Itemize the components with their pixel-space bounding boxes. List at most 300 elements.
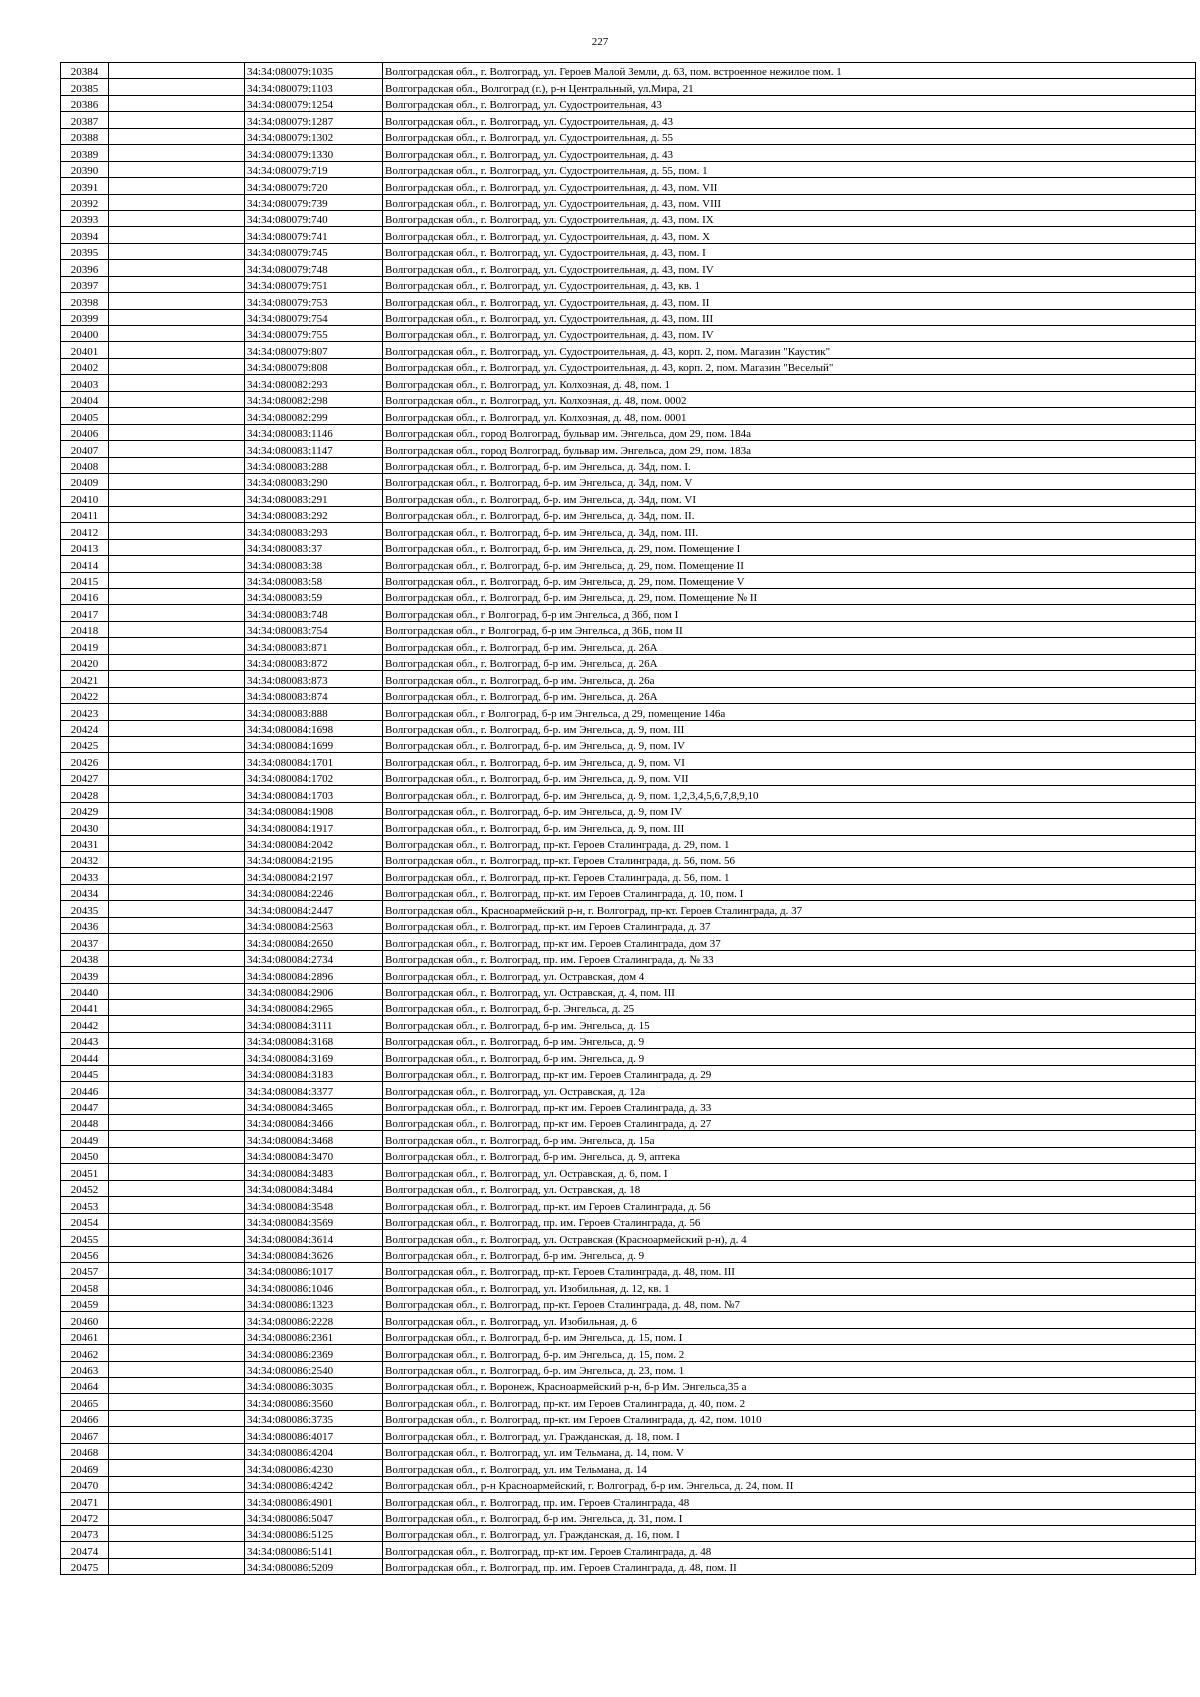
table-row bbox=[61, 1049, 1196, 1065]
row-number: 20426 bbox=[61, 753, 109, 769]
address: Волгоградская обл., г. Волгоград, б-р. им Энгельса, д. 15, пом. I bbox=[383, 1328, 1196, 1344]
row-number: 20462 bbox=[61, 1345, 109, 1361]
row-number: 20454 bbox=[61, 1213, 109, 1229]
address: Волгоградская обл., г. Волгоград, б-р. им Энгельса, д. 34д, пом. II. bbox=[383, 506, 1196, 522]
row-blank bbox=[109, 194, 245, 210]
row-blank bbox=[109, 210, 245, 226]
cadastral-number: 34:34:080082:299 bbox=[245, 408, 383, 424]
cadastral-number: 34:34:080086:2228 bbox=[245, 1312, 383, 1328]
row-number: 20389 bbox=[61, 145, 109, 161]
table-row bbox=[61, 95, 1196, 111]
address: Волгоградская обл., г. Волгоград, б-р. им Энгельса, д. 9, пом. III bbox=[383, 819, 1196, 835]
address: Волгоградская обл., г. Волгоград, ул. Судостроительная, д. 43, кв. 1 bbox=[383, 276, 1196, 292]
row-blank bbox=[109, 786, 245, 802]
cadastral-number: 34:34:080084:3484 bbox=[245, 1180, 383, 1196]
address: Волгоградская обл., Красноармейский р-н, г. Волгоград, пр-кт. Героев Сталинграда, д. 37 bbox=[383, 901, 1196, 917]
address: Волгоградская обл., г. Волгоград, пр-кт. им Героев Сталинграда, д. 56 bbox=[383, 1197, 1196, 1213]
address: Волгоградская обл., г. Волгоград, б-р. им Энгельса, д. 9, пом. VI bbox=[383, 753, 1196, 769]
row-number: 20458 bbox=[61, 1279, 109, 1295]
address: Волгоградская обл., г. Волгоград, ул. Судостроительная, д. 55, пом. 1 bbox=[383, 161, 1196, 177]
row-number: 20410 bbox=[61, 490, 109, 506]
row-blank bbox=[109, 178, 245, 194]
row-number: 20450 bbox=[61, 1147, 109, 1163]
table-row bbox=[61, 556, 1196, 572]
table-row bbox=[61, 1361, 1196, 1377]
table-row bbox=[61, 1164, 1196, 1180]
cadastral-number: 34:34:080086:3560 bbox=[245, 1394, 383, 1410]
address: Волгоградская обл., г. Волгоград, ул. Судостроительная, 43 bbox=[383, 95, 1196, 111]
table-row bbox=[61, 1295, 1196, 1311]
row-blank bbox=[109, 1098, 245, 1114]
table-row bbox=[61, 917, 1196, 933]
address: Волгоградская обл., г. Волгоград, б-р. им Энгельса, д. 9, пом IV bbox=[383, 802, 1196, 818]
table-row bbox=[61, 605, 1196, 621]
cadastral-number: 34:34:080084:3169 bbox=[245, 1049, 383, 1065]
row-blank bbox=[109, 490, 245, 506]
row-blank bbox=[109, 1493, 245, 1509]
address: Волгоградская обл., г. Волгоград, б-р. им Энгельса, д. 29, пом. Помещение V bbox=[383, 572, 1196, 588]
cadastral-number: 34:34:080083:888 bbox=[245, 704, 383, 720]
cadastral-number: 34:34:080079:753 bbox=[245, 293, 383, 309]
table-row bbox=[61, 654, 1196, 670]
address: Волгоградская обл., г. Волгоград, пр-кт им. Героев Сталинграда, д. 29 bbox=[383, 1065, 1196, 1081]
row-number: 20397 bbox=[61, 276, 109, 292]
cadastral-number: 34:34:080086:1323 bbox=[245, 1295, 383, 1311]
table-row bbox=[61, 112, 1196, 128]
row-blank bbox=[109, 1345, 245, 1361]
table-row bbox=[61, 490, 1196, 506]
table-row bbox=[61, 1493, 1196, 1509]
cadastral-number: 34:34:080084:1699 bbox=[245, 736, 383, 752]
cadastral-number: 34:34:080079:1302 bbox=[245, 128, 383, 144]
cadastral-number: 34:34:080084:3626 bbox=[245, 1246, 383, 1262]
table-row bbox=[61, 63, 1196, 79]
row-number: 20464 bbox=[61, 1378, 109, 1394]
table-row bbox=[61, 1082, 1196, 1098]
row-blank bbox=[109, 1410, 245, 1426]
address: Волгоградская обл., г. Волгоград, ул. Колхозная, д. 48, пом. 1 bbox=[383, 375, 1196, 391]
row-blank bbox=[109, 79, 245, 95]
table-row bbox=[61, 1378, 1196, 1394]
address: Волгоградская обл., г. Волгоград, б-р им. Энгельса, д. 9 bbox=[383, 1246, 1196, 1262]
table-row bbox=[61, 621, 1196, 637]
address: Волгоградская обл., г. Волгоград, б-р им. Энгельса, д. 26А bbox=[383, 638, 1196, 654]
address: Волгоградская обл., г. Воронеж, Красноармейский р-н, б-р Им. Энгельса,35 а bbox=[383, 1378, 1196, 1394]
address: Волгоградская обл., г. Волгоград, ул. Судостроительная, д. 43, пом. II bbox=[383, 293, 1196, 309]
row-number: 20428 bbox=[61, 786, 109, 802]
address: Волгоградская обл., г. Волгоград, ул. им Тельмана, д. 14 bbox=[383, 1460, 1196, 1476]
row-number: 20471 bbox=[61, 1493, 109, 1509]
address: Волгоградская обл., г. Волгоград, пр-кт. Героев Сталинграда, д. 48, пом. III bbox=[383, 1262, 1196, 1278]
address: Волгоградская обл., г. Волгоград, ул. Изобильная, д. 6 bbox=[383, 1312, 1196, 1328]
row-number: 20394 bbox=[61, 227, 109, 243]
cadastral-number: 34:34:080084:3377 bbox=[245, 1082, 383, 1098]
row-number: 20424 bbox=[61, 720, 109, 736]
cadastral-number: 34:34:080086:1046 bbox=[245, 1279, 383, 1295]
cadastral-number: 34:34:080086:2369 bbox=[245, 1345, 383, 1361]
cadastral-number: 34:34:080084:2447 bbox=[245, 901, 383, 917]
row-blank bbox=[109, 654, 245, 670]
row-number: 20449 bbox=[61, 1131, 109, 1147]
row-number: 20393 bbox=[61, 210, 109, 226]
table-row bbox=[61, 473, 1196, 489]
row-blank bbox=[109, 999, 245, 1015]
row-blank bbox=[109, 1460, 245, 1476]
row-number: 20415 bbox=[61, 572, 109, 588]
row-number: 20425 bbox=[61, 736, 109, 752]
table-row bbox=[61, 523, 1196, 539]
table-row bbox=[61, 1394, 1196, 1410]
table-row bbox=[61, 243, 1196, 259]
cadastral-number: 34:34:080084:2246 bbox=[245, 884, 383, 900]
cadastral-number: 34:34:080083:873 bbox=[245, 671, 383, 687]
table-row bbox=[61, 1180, 1196, 1196]
row-number: 20422 bbox=[61, 687, 109, 703]
address: Волгоградская обл., г. Волгоград, б-р. им Энгельса, д. 9, пом. IV bbox=[383, 736, 1196, 752]
cadastral-number: 34:34:080079:745 bbox=[245, 243, 383, 259]
address: Волгоградская обл., г. Волгоград, ул. Судостроительная, д. 43, пом. VII bbox=[383, 178, 1196, 194]
address: Волгоградская обл., г. Волгоград, ул. Гражданская, д. 18, пом. I bbox=[383, 1427, 1196, 1443]
table-row bbox=[61, 983, 1196, 999]
table-row bbox=[61, 326, 1196, 342]
row-number: 20445 bbox=[61, 1065, 109, 1081]
cadastral-number: 34:34:080084:3465 bbox=[245, 1098, 383, 1114]
address: Волгоградская обл., г. Волгоград, пр-кт. Героев Сталинграда, д. 56, пом. 56 bbox=[383, 852, 1196, 868]
row-blank bbox=[109, 720, 245, 736]
row-blank bbox=[109, 1509, 245, 1525]
address: Волгоградская обл., г. Волгоград, б-р. им Энгельса, д. 9, пом. III bbox=[383, 720, 1196, 736]
row-number: 20440 bbox=[61, 983, 109, 999]
table-row bbox=[61, 1443, 1196, 1459]
row-blank bbox=[109, 1180, 245, 1196]
cadastral-number: 34:34:080079:755 bbox=[245, 326, 383, 342]
cadastral-number: 34:34:080084:3183 bbox=[245, 1065, 383, 1081]
row-blank bbox=[109, 457, 245, 473]
row-blank bbox=[109, 293, 245, 309]
cadastral-number: 34:34:080084:2563 bbox=[245, 917, 383, 933]
row-number: 20451 bbox=[61, 1164, 109, 1180]
row-number: 20437 bbox=[61, 934, 109, 950]
cadastral-number: 34:34:080083:291 bbox=[245, 490, 383, 506]
row-blank bbox=[109, 1230, 245, 1246]
address: Волгоградская обл., г Волгоград, б-р им Энгельса, д 36б, пом I bbox=[383, 605, 1196, 621]
address: Волгоградская обл., г. Волгоград, ул. Колхозная, д. 48, пом. 0001 bbox=[383, 408, 1196, 424]
cadastral-number: 34:34:080079:1103 bbox=[245, 79, 383, 95]
table-row bbox=[61, 161, 1196, 177]
row-number: 20472 bbox=[61, 1509, 109, 1525]
row-number: 20411 bbox=[61, 506, 109, 522]
row-blank bbox=[109, 424, 245, 440]
cadastral-number: 34:34:080084:3470 bbox=[245, 1147, 383, 1163]
row-number: 20409 bbox=[61, 473, 109, 489]
row-number: 20455 bbox=[61, 1230, 109, 1246]
table-row bbox=[61, 1525, 1196, 1541]
table-row bbox=[61, 572, 1196, 588]
row-blank bbox=[109, 506, 245, 522]
cadastral-number: 34:34:080086:2540 bbox=[245, 1361, 383, 1377]
address: Волгоградская обл., г. Волгоград, пр. им. Героев Сталинграда, д. 48, пом. II bbox=[383, 1558, 1196, 1574]
address: Волгоградская обл., г. Волгоград, ул. Судостроительная, д. 43, пом. IV bbox=[383, 326, 1196, 342]
row-blank bbox=[109, 1197, 245, 1213]
row-number: 20443 bbox=[61, 1032, 109, 1048]
table-row bbox=[61, 671, 1196, 687]
address: Волгоградская обл., город Волгоград, бульвар им. Энгельса, дом 29, пом. 184а bbox=[383, 424, 1196, 440]
cadastral-number: 34:34:080079:1035 bbox=[245, 63, 383, 79]
cadastral-number: 34:34:080084:1703 bbox=[245, 786, 383, 802]
row-number: 20416 bbox=[61, 589, 109, 605]
table-row bbox=[61, 1197, 1196, 1213]
cadastral-number: 34:34:080084:2042 bbox=[245, 835, 383, 851]
table-row bbox=[61, 1032, 1196, 1048]
address: Волгоградская обл., г. Волгоград, б-р. им Энгельса, д. 34д, пом. III. bbox=[383, 523, 1196, 539]
address: Волгоградская обл., г. Волгоград, б-р им. Энгельса, д. 15а bbox=[383, 1131, 1196, 1147]
address: Волгоградская обл., г. Волгоград, ул. Судостроительная, д. 43, пом. VIII bbox=[383, 194, 1196, 210]
table-row bbox=[61, 1345, 1196, 1361]
row-number: 20413 bbox=[61, 539, 109, 555]
row-blank bbox=[109, 687, 245, 703]
row-blank bbox=[109, 572, 245, 588]
address: Волгоградская обл., г. Волгоград, ул. Остравская, д. 18 bbox=[383, 1180, 1196, 1196]
address: Волгоградская обл., г. Волгоград, пр-кт. Героев Сталинграда, д. 48, пом. №7 bbox=[383, 1295, 1196, 1311]
address: Волгоградская обл., г. Волгоград, ул. им Тельмана, д. 14, пом. V bbox=[383, 1443, 1196, 1459]
table-row bbox=[61, 1460, 1196, 1476]
address: Волгоградская обл., г. Волгоград, б-р. им Энгельса, д. 34д, пом. VI bbox=[383, 490, 1196, 506]
row-number: 20391 bbox=[61, 178, 109, 194]
table-row bbox=[61, 227, 1196, 243]
row-blank bbox=[109, 704, 245, 720]
row-number: 20470 bbox=[61, 1476, 109, 1492]
table-row bbox=[61, 1312, 1196, 1328]
address: Волгоградская обл., г. Волгоград, б-р им. Энгельса, д. 26А bbox=[383, 654, 1196, 670]
cadastral-number: 34:34:080083:292 bbox=[245, 506, 383, 522]
cadastral-number: 34:34:080084:1908 bbox=[245, 802, 383, 818]
table-row bbox=[61, 128, 1196, 144]
table-row bbox=[61, 375, 1196, 391]
row-blank bbox=[109, 1443, 245, 1459]
row-number: 20388 bbox=[61, 128, 109, 144]
row-blank bbox=[109, 819, 245, 835]
table-row bbox=[61, 293, 1196, 309]
address: Волгоградская обл., г. Волгоград, б-р им. Энгельса, д. 26а bbox=[383, 671, 1196, 687]
cadastral-number: 34:34:080083:1147 bbox=[245, 441, 383, 457]
cadastral-number: 34:34:080086:5209 bbox=[245, 1558, 383, 1574]
table-row bbox=[61, 145, 1196, 161]
row-blank bbox=[109, 441, 245, 457]
table-row bbox=[61, 1213, 1196, 1229]
row-number: 20387 bbox=[61, 112, 109, 128]
table-row bbox=[61, 210, 1196, 226]
cadastral-number: 34:34:080083:288 bbox=[245, 457, 383, 473]
row-number: 20385 bbox=[61, 79, 109, 95]
table-row bbox=[61, 457, 1196, 473]
row-number: 20434 bbox=[61, 884, 109, 900]
table-row bbox=[61, 934, 1196, 950]
table-row bbox=[61, 999, 1196, 1015]
table-row bbox=[61, 589, 1196, 605]
cadastral-number: 34:34:080083:293 bbox=[245, 523, 383, 539]
row-blank bbox=[109, 1131, 245, 1147]
cadastral-number: 34:34:080084:1698 bbox=[245, 720, 383, 736]
table-row bbox=[61, 441, 1196, 457]
table-row bbox=[61, 1246, 1196, 1262]
cadastral-number: 34:34:080079:1287 bbox=[245, 112, 383, 128]
table-row bbox=[61, 1115, 1196, 1131]
row-blank bbox=[109, 145, 245, 161]
cadastral-number: 34:34:080079:720 bbox=[245, 178, 383, 194]
row-number: 20430 bbox=[61, 819, 109, 835]
address: Волгоградская обл., г. Волгоград, ул. Остравская, д. 4, пом. III bbox=[383, 983, 1196, 999]
address: Волгоградская обл., г. Волгоград, ул. Остравская, д. 12а bbox=[383, 1082, 1196, 1098]
row-blank bbox=[109, 736, 245, 752]
table-row bbox=[61, 786, 1196, 802]
row-blank bbox=[109, 638, 245, 654]
address: Волгоградская обл., г. Волгоград, ул. Судостроительная, д. 55 bbox=[383, 128, 1196, 144]
address: Волгоградская обл., г. Волгоград, ул. Остравская (Красноармейский р-н), д. 4 bbox=[383, 1230, 1196, 1246]
row-number: 20452 bbox=[61, 1180, 109, 1196]
address: Волгоградская обл., г. Волгоград, ул. Судостроительная, д. 43, пом. IX bbox=[383, 210, 1196, 226]
row-number: 20466 bbox=[61, 1410, 109, 1426]
table-row bbox=[61, 835, 1196, 851]
registry-table bbox=[60, 62, 1196, 1575]
address: Волгоградская обл., г. Волгоград, б-р. им Энгельса, д. 15, пом. 2 bbox=[383, 1345, 1196, 1361]
row-number: 20419 bbox=[61, 638, 109, 654]
address: Волгоградская обл., г. Волгоград, пр-кт. им Героев Сталинграда, д. 42, пом. 1010 bbox=[383, 1410, 1196, 1426]
row-blank bbox=[109, 391, 245, 407]
row-blank bbox=[109, 276, 245, 292]
row-number: 20475 bbox=[61, 1558, 109, 1574]
table-row bbox=[61, 194, 1196, 210]
cadastral-number: 34:34:080086:5141 bbox=[245, 1542, 383, 1558]
row-number: 20401 bbox=[61, 342, 109, 358]
row-number: 20429 bbox=[61, 802, 109, 818]
cadastral-number: 34:34:080083:874 bbox=[245, 687, 383, 703]
row-number: 20420 bbox=[61, 654, 109, 670]
address: Волгоградская обл., г. Волгоград, б-р им. Энгельса, д. 31, пом. I bbox=[383, 1509, 1196, 1525]
row-blank bbox=[109, 1147, 245, 1163]
row-blank bbox=[109, 1295, 245, 1311]
address: Волгоградская обл., г Волгоград, б-р им Энгельса, д 29, помещение 146а bbox=[383, 704, 1196, 720]
cadastral-number: 34:34:080079:1254 bbox=[245, 95, 383, 111]
row-number: 20453 bbox=[61, 1197, 109, 1213]
address: Волгоградская обл., г. Волгоград, ул. Изобильная, д. 12, кв. 1 bbox=[383, 1279, 1196, 1295]
row-blank bbox=[109, 342, 245, 358]
table-row bbox=[61, 1509, 1196, 1525]
row-blank bbox=[109, 539, 245, 555]
table-row bbox=[61, 358, 1196, 374]
row-number: 20418 bbox=[61, 621, 109, 637]
row-number: 20474 bbox=[61, 1542, 109, 1558]
table-row bbox=[61, 1016, 1196, 1032]
row-blank bbox=[109, 1558, 245, 1574]
address: Волгоградская обл., г. Волгоград, пр-кт им. Героев Сталинграда, дом 37 bbox=[383, 934, 1196, 950]
address: Волгоградская обл., г. Волгоград, б-р им. Энгельса, д. 9 bbox=[383, 1049, 1196, 1065]
row-number: 20384 bbox=[61, 63, 109, 79]
row-number: 20423 bbox=[61, 704, 109, 720]
row-number: 20446 bbox=[61, 1082, 109, 1098]
cadastral-number: 34:34:080084:3168 bbox=[245, 1032, 383, 1048]
cadastral-number: 34:34:080083:58 bbox=[245, 572, 383, 588]
address: Волгоградская обл., г. Волгоград, ул. Судостроительная, д. 43 bbox=[383, 145, 1196, 161]
table-row bbox=[61, 1279, 1196, 1295]
table-row bbox=[61, 539, 1196, 555]
table-row bbox=[61, 408, 1196, 424]
address: Волгоградская обл., г. Волгоград, б-р. им Энгельса, д. 34д, пом. V bbox=[383, 473, 1196, 489]
row-number: 20398 bbox=[61, 293, 109, 309]
table-row bbox=[61, 260, 1196, 276]
table-row bbox=[61, 967, 1196, 983]
cadastral-number: 34:34:080084:2197 bbox=[245, 868, 383, 884]
row-number: 20456 bbox=[61, 1246, 109, 1262]
row-blank bbox=[109, 802, 245, 818]
address: Волгоградская обл., г. Волгоград, пр. им. Героев Сталинграда, д. 56 bbox=[383, 1213, 1196, 1229]
table-row bbox=[61, 424, 1196, 440]
address: Волгоградская обл., г. Волгоград, б-р. им Энгельса, д. 9, пом. VII bbox=[383, 769, 1196, 785]
row-number: 20414 bbox=[61, 556, 109, 572]
cadastral-number: 34:34:080086:5125 bbox=[245, 1525, 383, 1541]
row-blank bbox=[109, 1213, 245, 1229]
address: Волгоградская обл., г. Волгоград, пр-кт. Героев Сталинграда, д. 56, пом. 1 bbox=[383, 868, 1196, 884]
row-number: 20459 bbox=[61, 1295, 109, 1311]
table-row bbox=[61, 1065, 1196, 1081]
row-number: 20460 bbox=[61, 1312, 109, 1328]
row-blank bbox=[109, 753, 245, 769]
cadastral-number: 34:34:080086:4204 bbox=[245, 1443, 383, 1459]
row-number: 20421 bbox=[61, 671, 109, 687]
cadastral-number: 34:34:080083:38 bbox=[245, 556, 383, 572]
row-number: 20399 bbox=[61, 309, 109, 325]
row-blank bbox=[109, 1049, 245, 1065]
row-blank bbox=[109, 260, 245, 276]
row-blank bbox=[109, 1427, 245, 1443]
row-blank bbox=[109, 556, 245, 572]
address: Волгоградская обл., г. Волгоград, б-р. им Энгельса, д. 34д, пом. I. bbox=[383, 457, 1196, 473]
row-number: 20390 bbox=[61, 161, 109, 177]
table-row bbox=[61, 868, 1196, 884]
table-row bbox=[61, 884, 1196, 900]
table-row bbox=[61, 950, 1196, 966]
cadastral-number: 34:34:080086:5047 bbox=[245, 1509, 383, 1525]
row-number: 20444 bbox=[61, 1049, 109, 1065]
row-blank bbox=[109, 1542, 245, 1558]
cadastral-number: 34:34:080084:3614 bbox=[245, 1230, 383, 1246]
cadastral-number: 34:34:080079:754 bbox=[245, 309, 383, 325]
row-blank bbox=[109, 950, 245, 966]
row-blank bbox=[109, 1262, 245, 1278]
address: Волгоградская обл., г. Волгоград, пр-кт им. Героев Сталинграда, д. 27 bbox=[383, 1115, 1196, 1131]
row-blank bbox=[109, 1065, 245, 1081]
row-blank bbox=[109, 358, 245, 374]
table-row bbox=[61, 852, 1196, 868]
row-blank bbox=[109, 769, 245, 785]
table-row bbox=[61, 704, 1196, 720]
row-number: 20427 bbox=[61, 769, 109, 785]
table-row bbox=[61, 1262, 1196, 1278]
address: Волгоградская обл., г. Волгоград, пр-кт им. Героев Сталинграда, д. 48 bbox=[383, 1542, 1196, 1558]
cadastral-number: 34:34:080084:3548 bbox=[245, 1197, 383, 1213]
address: Волгоградская обл., г. Волгоград, ул. Остравская, д. 6, пом. I bbox=[383, 1164, 1196, 1180]
row-blank bbox=[109, 523, 245, 539]
address: Волгоградская обл., Волгоград (г.), р-н Центральный, ул.Мира, 21 bbox=[383, 79, 1196, 95]
address: Волгоградская обл., г. Волгоград, б-р. им Энгельса, д. 29, пом. Помещение № II bbox=[383, 589, 1196, 605]
row-number: 20463 bbox=[61, 1361, 109, 1377]
cadastral-number: 34:34:080084:2896 bbox=[245, 967, 383, 983]
row-blank bbox=[109, 605, 245, 621]
row-number: 20408 bbox=[61, 457, 109, 473]
row-blank bbox=[109, 1525, 245, 1541]
row-number: 20405 bbox=[61, 408, 109, 424]
cadastral-number: 34:34:080084:2650 bbox=[245, 934, 383, 950]
cadastral-number: 34:34:080083:754 bbox=[245, 621, 383, 637]
